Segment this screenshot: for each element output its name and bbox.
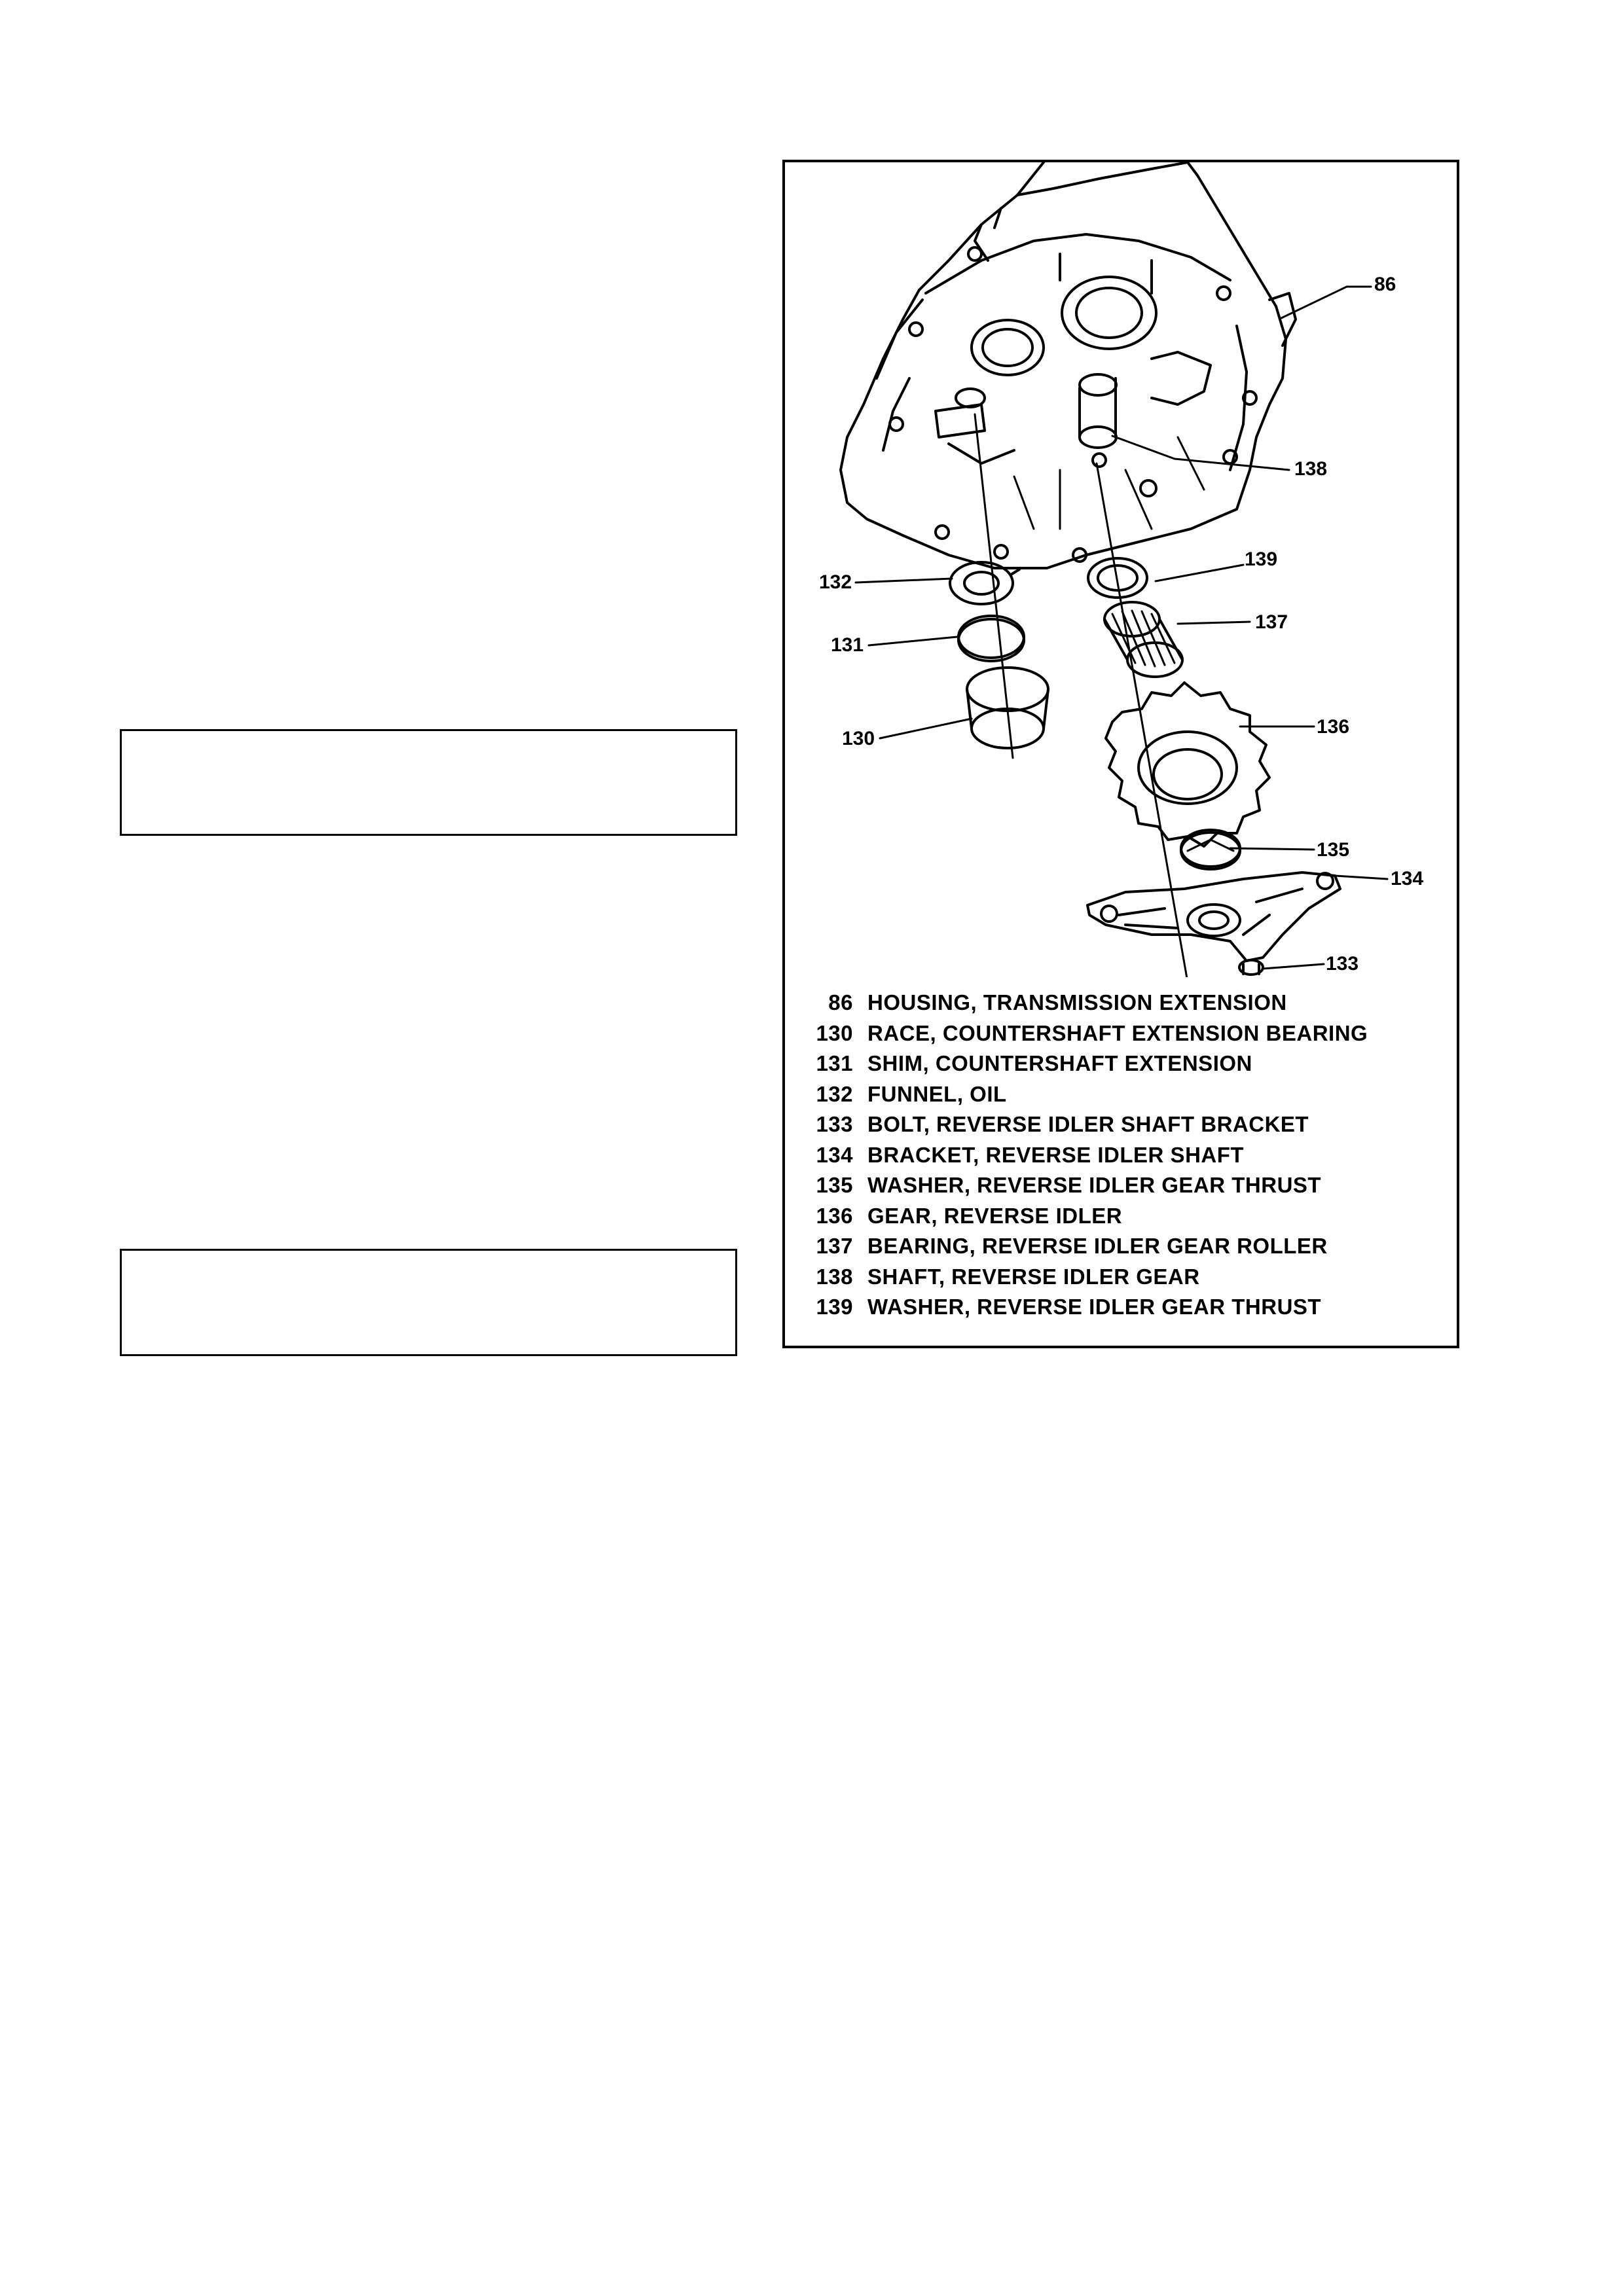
legend-part-number: 137 [816, 1234, 853, 1259]
legend-part-number: 139 [816, 1295, 853, 1319]
note-box-bottom [120, 1249, 737, 1356]
legend-part-description: BRACKET, REVERSE IDLER SHAFT [867, 1142, 1245, 1167]
legend-part-number: 86 [828, 990, 853, 1015]
legend-part-description: BOLT, REVERSE IDLER SHAFT BRACKET [867, 1112, 1309, 1137]
reverse-idler-gear-136 [1106, 683, 1269, 846]
legend-part-description: BEARING, REVERSE IDLER GEAR ROLLER [867, 1234, 1328, 1259]
legend-part-description: SHIM, COUNTERSHAFT EXTENSION [867, 1051, 1252, 1076]
shim-131 [958, 616, 1024, 661]
legend-part-number: 130 [816, 1020, 853, 1045]
legend-part-description: WASHER, REVERSE IDLER GEAR THRUST [867, 1295, 1322, 1319]
callout-134: 134 [1391, 868, 1424, 889]
callout-139: 139 [1245, 548, 1278, 570]
parts-legend [805, 988, 1446, 1323]
legend-row [805, 1049, 1446, 1079]
legend-row [805, 1262, 1446, 1293]
exploded-view-figure [782, 160, 1459, 1348]
legend-part-description: GEAR, REVERSE IDLER [867, 1203, 1123, 1228]
legend-row [805, 1109, 1446, 1140]
leader-lines [856, 287, 1387, 969]
race-130 [967, 668, 1048, 748]
legend-row [805, 1170, 1446, 1201]
legend-part-description: FUNNEL, OIL [867, 1081, 1007, 1106]
idler-shaft-bracket-134 [1087, 872, 1340, 961]
callout-136: 136 [1317, 716, 1350, 738]
callout-138: 138 [1294, 458, 1328, 480]
note-box-top [120, 729, 737, 836]
exploded-view-drawing [785, 162, 1457, 977]
legend-row [805, 1292, 1446, 1323]
callout-132: 132 [819, 571, 852, 593]
extension-housing [841, 162, 1296, 568]
callout-86: 86 [1374, 274, 1396, 295]
legend-row [805, 1201, 1446, 1232]
bracket-bolt-133 [1239, 960, 1263, 975]
legend-row [805, 1231, 1446, 1262]
legend-part-number: 136 [816, 1203, 853, 1228]
legend-part-number: 133 [816, 1112, 853, 1137]
thrust-washer-135 [1181, 830, 1240, 869]
callout-133: 133 [1326, 953, 1359, 975]
legend-part-number: 131 [816, 1051, 853, 1076]
legend-row [805, 1079, 1446, 1110]
legend-row [805, 1018, 1446, 1049]
legend-part-number: 138 [816, 1264, 853, 1289]
legend-part-description: RACE, COUNTERSHAFT EXTENSION BEARING [867, 1020, 1368, 1045]
callout-130: 130 [842, 728, 875, 749]
legend-part-number: 134 [816, 1142, 853, 1167]
legend-part-number: 132 [816, 1081, 853, 1106]
legend-part-description: WASHER, REVERSE IDLER GEAR THRUST [867, 1173, 1322, 1198]
callout-137: 137 [1255, 611, 1288, 633]
callout-131: 131 [831, 634, 864, 656]
legend-part-number: 135 [816, 1173, 853, 1198]
roller-bearing-137 [1104, 602, 1182, 677]
legend-part-description: SHAFT, REVERSE IDLER GEAR [867, 1264, 1200, 1289]
legend-part-description: HOUSING, TRANSMISSION EXTENSION [867, 990, 1287, 1015]
legend-row [805, 1140, 1446, 1171]
legend-row [805, 988, 1446, 1018]
callout-135: 135 [1317, 839, 1350, 861]
